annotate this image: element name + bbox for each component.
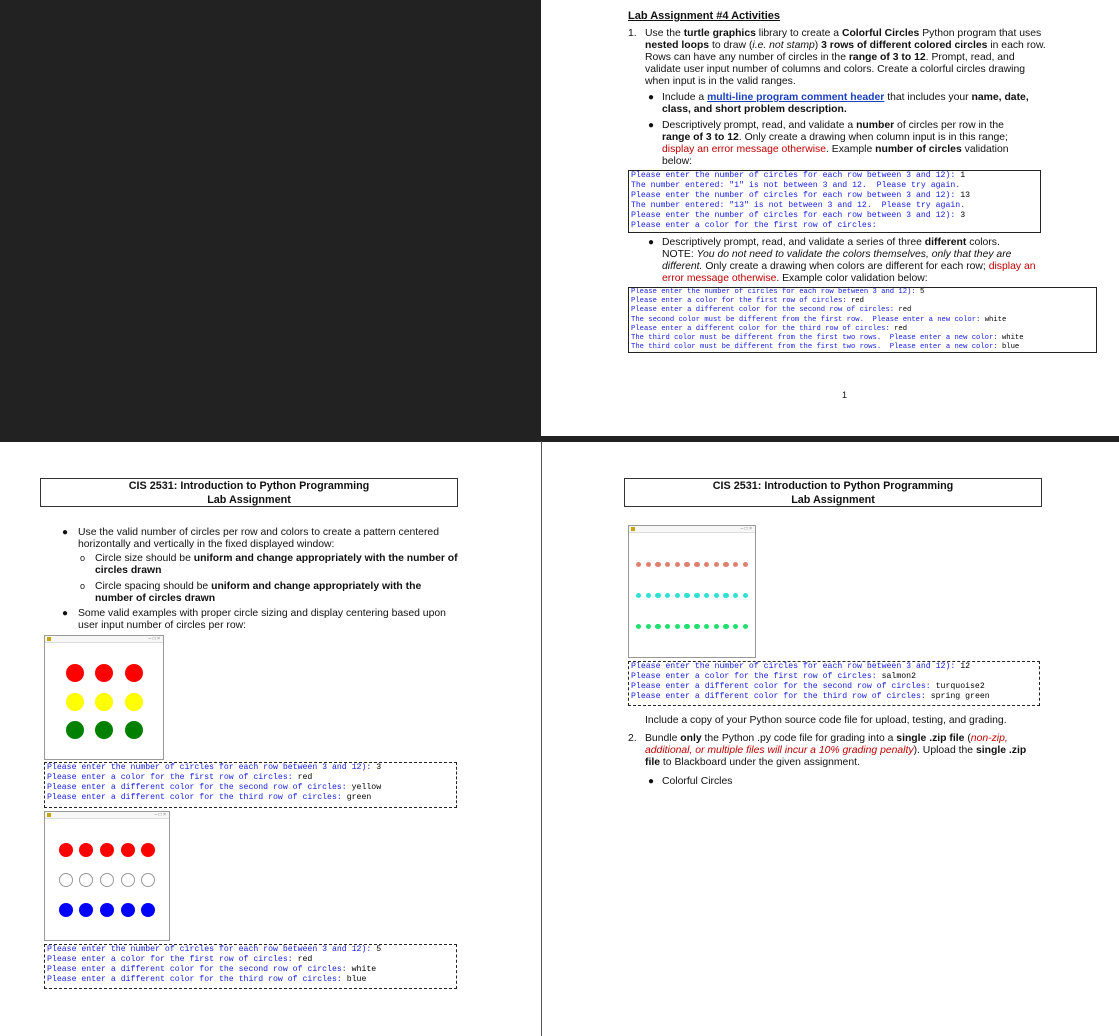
circle <box>646 624 651 629</box>
console-user-input: 5 <box>376 945 382 954</box>
console-user-input: red <box>898 306 912 315</box>
bullet-icon: ● <box>648 776 655 787</box>
console-line <box>631 334 1094 343</box>
console-line <box>631 692 1037 702</box>
console-prompt: Please enter the number of circles for each row between 3 and 12): <box>631 191 961 200</box>
circle <box>733 562 738 567</box>
console-prompt: The number entered: "1" is not between 3 and 12. Please try again. <box>631 181 961 190</box>
item-2-text: Bundle only the Python .py code file for grading into a single .zip file (non-zip, additional, or multiple files will incur a 10% grading penalty). Upload the single .zip file to Blackboard under the given assignment. <box>645 733 1027 768</box>
dark-background-panel <box>0 0 541 441</box>
console-user-input: white <box>351 965 377 974</box>
circle <box>684 562 689 567</box>
circle <box>743 624 748 629</box>
console-user-input: red <box>297 955 313 964</box>
circle <box>655 562 660 567</box>
console-prompt: Please enter a different color for the third row of circles: <box>47 793 347 802</box>
circle <box>714 624 719 629</box>
console-user-input: yellow <box>351 783 382 792</box>
console-line <box>47 975 454 985</box>
window-titlebar <box>45 812 169 819</box>
bullet-number-validation: Descriptively prompt, read, and validate a number of circles per row in the range of 3 to 12. Only create a drawing when column input is in this range; display an error message otherwise. Example number of circles validation below: <box>662 120 1009 167</box>
item-number-2: 2. <box>628 733 637 744</box>
circle <box>95 693 113 711</box>
circle <box>646 562 651 567</box>
circle <box>694 562 699 567</box>
console-prompt: Please enter the number of circles for each row between 3 and 12): <box>631 662 961 671</box>
circle <box>694 593 699 598</box>
circle <box>733 593 738 598</box>
circle <box>59 843 73 857</box>
course-subtitle: Lab Assignment <box>791 494 875 506</box>
console-user-input: 5 <box>920 288 925 296</box>
bullet-comment-header: Include a multi-line program comment header that includes your name, date, class, and short problem description. <box>662 92 1029 115</box>
console-example-5 <box>44 944 457 989</box>
window-controls-icon: – □ × <box>148 636 160 642</box>
circle <box>121 903 135 917</box>
console-line <box>631 201 1038 211</box>
circle <box>141 873 155 887</box>
circle <box>655 624 660 629</box>
sub-bullet-icon: o <box>80 553 86 563</box>
console-user-input: white <box>984 315 1007 324</box>
window-titlebar <box>629 526 755 533</box>
console-line <box>631 181 1038 191</box>
circle <box>675 562 680 567</box>
document-page-1 <box>542 0 1119 436</box>
turtle-window-example-3 <box>44 635 164 760</box>
circle <box>100 843 114 857</box>
circle <box>125 664 143 682</box>
console-prompt: Please enter a color for the first row of circles: <box>47 955 298 964</box>
console-line <box>47 955 454 965</box>
circle <box>733 624 738 629</box>
console-user-input: salmon2 <box>881 672 916 681</box>
circle <box>684 624 689 629</box>
circle <box>694 624 699 629</box>
item-1-text: Use the turtle graphics library to create a Colorful Circles Python program that uses nested loops to draw (i.e. not stamp) 3 rows of different colored circles in each row. Rows can have any number of circles in the range of 3 to 12. Prompt, read, and validate user input number of columns and colors. Create a colorful circles drawing when input is in the valid ranges. <box>645 28 1046 87</box>
console-line <box>631 343 1094 352</box>
console-prompt: Please enter a different color for the third row of circles: <box>47 975 347 984</box>
console-example-number-validation <box>628 170 1041 233</box>
console-line <box>631 672 1037 682</box>
circle <box>66 693 84 711</box>
circle <box>95 664 113 682</box>
circle <box>100 903 114 917</box>
console-example-color-validation <box>628 287 1097 353</box>
console-user-input: 1 <box>960 171 966 180</box>
console-user-input: 3 <box>376 763 382 772</box>
circle <box>646 593 651 598</box>
console-prompt: The number entered: "13" is not between 3 and 12. Please try again. <box>631 201 966 210</box>
console-prompt: Please enter the number of circles for each row between 3 and 12): <box>631 288 920 296</box>
console-prompt: The second color must be different from the first row. Please enter a new color: <box>631 315 985 324</box>
console-line <box>631 211 1038 221</box>
console-line <box>47 783 454 793</box>
console-line <box>631 288 1094 297</box>
circle <box>79 873 93 887</box>
bullet-color-validation: Descriptively prompt, read, and validate a series of three different colors. NOTE: You do not need to validate the colors themselves, only that they are different. Only create a drawing when colors are different for each row; display an error message otherwise. Example color validation below: <box>662 237 1036 284</box>
sub-bullet-circle-size: Circle size should be uniform and change appropriately with the number of circles drawn <box>95 553 458 576</box>
page-number: 1 <box>842 390 848 400</box>
circle <box>743 593 748 598</box>
console-prompt: Please enter the number of circles for each row between 3 and 12): <box>47 945 377 954</box>
turtle-app-icon <box>47 813 51 817</box>
circle <box>704 593 709 598</box>
console-prompt: Please enter a color for the first row of circles: <box>631 672 882 681</box>
course-title: CIS 2531: Introduction to Python Programming <box>712 480 954 492</box>
bullet-pattern-text: Use the valid number of circles per row and colors to create a pattern centered horizontally and vertically in the fixed displayed window: <box>78 527 439 550</box>
include-copy-text: Include a copy of your Python source code file for upload, testing, and grading. <box>645 715 1007 726</box>
circle <box>723 593 728 598</box>
assignment-heading: Lab Assignment #4 Activities <box>628 10 781 22</box>
console-line <box>631 306 1094 315</box>
console-line <box>631 221 1038 231</box>
item-number-1: 1. <box>628 28 637 39</box>
console-user-input: 12 <box>960 662 971 671</box>
circle <box>704 562 709 567</box>
course-title: CIS 2531: Introduction to Python Programming <box>128 480 370 492</box>
sub-bullet-circle-spacing: Circle spacing should be uniform and change appropriately with the number of circles drawn <box>95 581 422 604</box>
console-prompt: Please enter a different color for the second row of circles: <box>47 965 352 974</box>
circle <box>125 693 143 711</box>
turtle-app-icon <box>631 527 635 531</box>
console-example-12 <box>628 661 1040 706</box>
circle <box>121 873 135 887</box>
circle <box>636 562 641 567</box>
circle <box>141 843 155 857</box>
turtle-window-example-12 <box>628 525 756 658</box>
console-prompt: Please enter a different color for the second row of circles: <box>631 306 899 315</box>
console-line <box>631 662 1037 672</box>
console-line <box>47 965 454 975</box>
circle <box>655 593 660 598</box>
console-prompt: Please enter a different color for the third row of circles: <box>631 692 931 701</box>
console-line <box>47 773 454 783</box>
console-prompt: Please enter the number of circles for each row between 3 and 12): <box>47 763 377 772</box>
bullet-icon: ● <box>62 608 69 619</box>
bullet-icon: ● <box>648 237 655 248</box>
circle <box>66 664 84 682</box>
circle <box>704 624 709 629</box>
circle <box>675 624 680 629</box>
bullet-icon: ● <box>648 92 655 103</box>
console-user-input: red <box>297 773 313 782</box>
console-user-input: white <box>1001 334 1024 343</box>
circle <box>723 624 728 629</box>
console-user-input: blue <box>346 975 367 984</box>
window-titlebar <box>45 636 163 643</box>
window-controls-icon: – □ × <box>740 526 752 532</box>
circle <box>141 903 155 917</box>
console-user-input: turquoise2 <box>935 682 985 691</box>
circle <box>675 593 680 598</box>
document-page-3 <box>542 442 1119 1036</box>
console-line <box>47 763 454 773</box>
circle <box>121 843 135 857</box>
console-user-input: blue <box>1001 343 1020 352</box>
console-user-input: green <box>346 793 372 802</box>
console-prompt: The third color must be different from the first two rows. Please enter a new color: <box>631 343 1002 352</box>
console-line <box>47 793 454 803</box>
course-header-box <box>40 478 458 507</box>
circle <box>684 593 689 598</box>
sub-bullet-icon: o <box>80 581 86 591</box>
console-prompt: Please enter a color for the first row of circles: <box>631 221 877 230</box>
console-line <box>631 682 1037 692</box>
circle <box>79 843 93 857</box>
console-user-input: spring green <box>930 692 990 701</box>
circle <box>665 624 670 629</box>
bullet-examples-text: Some valid examples with proper circle sizing and display centering based upon user input number of circles per row: <box>78 608 446 631</box>
circle <box>714 593 719 598</box>
console-prompt: Please enter the number of circles for each row between 3 and 12): <box>631 171 961 180</box>
console-prompt: Please enter a color for the first row of circles: <box>631 297 851 306</box>
console-line <box>631 316 1094 325</box>
circle <box>714 562 719 567</box>
course-header-box <box>624 478 1042 507</box>
course-subtitle: Lab Assignment <box>207 494 291 506</box>
console-user-input: 13 <box>960 191 971 200</box>
turtle-window-example-5 <box>44 811 170 941</box>
console-prompt: Please enter the number of circles for each row between 3 and 12): <box>631 211 961 220</box>
console-user-input: red <box>850 297 864 306</box>
circle <box>665 593 670 598</box>
circle <box>79 903 93 917</box>
console-prompt: Please enter a color for the first row of circles: <box>47 773 298 782</box>
circle <box>636 593 641 598</box>
console-prompt: Please enter a different color for the second row of circles: <box>47 783 352 792</box>
bullet-icon: ● <box>62 527 69 538</box>
bullet-icon: ● <box>648 120 655 131</box>
circle <box>665 562 670 567</box>
console-line <box>47 945 454 955</box>
console-user-input: 3 <box>960 211 966 220</box>
document-page-2 <box>0 442 541 1036</box>
console-example-3 <box>44 762 457 808</box>
circle <box>723 562 728 567</box>
colorful-circles-item: Colorful Circles <box>662 776 733 787</box>
circle <box>59 873 73 887</box>
circle <box>95 721 113 739</box>
circle <box>100 873 114 887</box>
console-prompt: Please enter a different color for the second row of circles: <box>631 682 936 691</box>
console-prompt: Please enter a different color for the third row of circles: <box>631 324 895 333</box>
turtle-app-icon <box>47 637 51 641</box>
window-controls-icon: – □ × <box>154 812 166 818</box>
console-line <box>631 297 1094 306</box>
console-prompt: The third color must be different from the first two rows. Please enter a new color: <box>631 334 1002 343</box>
comment-header-link[interactable]: multi-line program comment header <box>707 92 885 103</box>
console-line <box>631 171 1038 181</box>
console-line <box>631 191 1038 201</box>
console-line <box>631 325 1094 334</box>
console-user-input: red <box>894 324 908 333</box>
circle <box>743 562 748 567</box>
circle <box>59 903 73 917</box>
circle <box>66 721 84 739</box>
circle <box>636 624 641 629</box>
circle <box>125 721 143 739</box>
